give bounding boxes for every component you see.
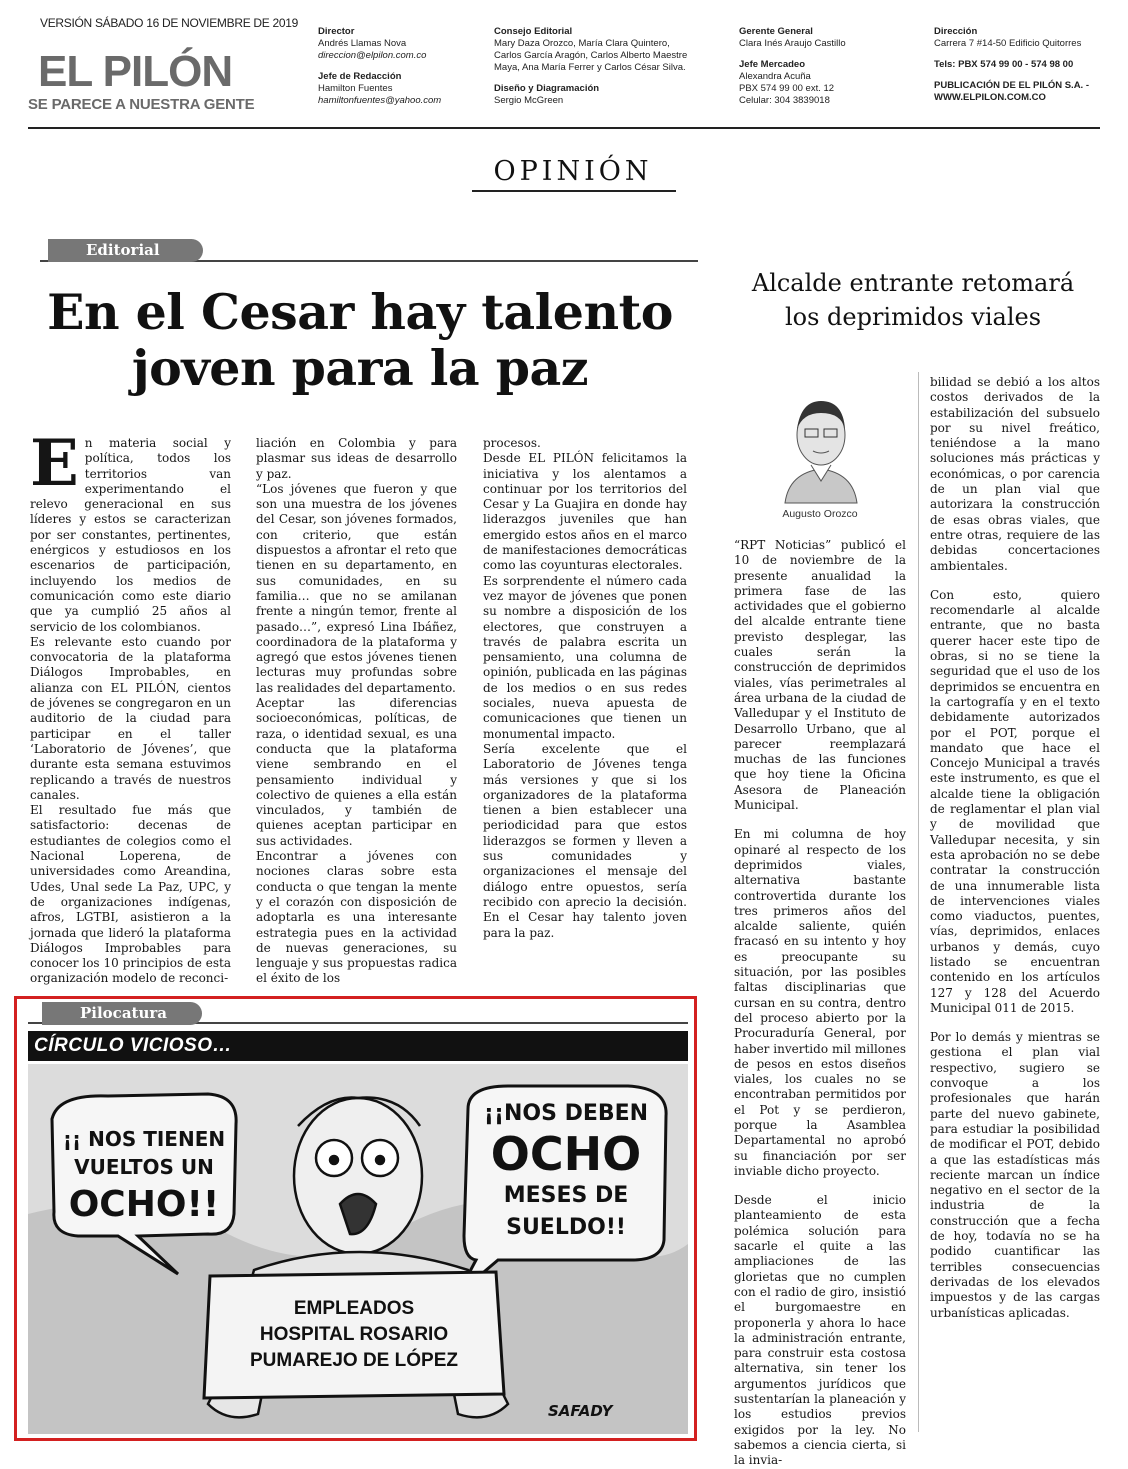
staff-label: Director: [318, 26, 355, 37]
column-text-1: [734, 538, 906, 1469]
staff-name: Mary Daza Orozco, María Clara Quintero,: [494, 38, 670, 49]
cartoon-title: CÍRCULO VICIOSO…: [28, 1031, 688, 1061]
bubble-text: ¡¡ NOS TIENEN: [62, 1127, 226, 1151]
headline-line: En el Cesar hay talento: [47, 283, 673, 341]
bubble-text: OCHO: [490, 1127, 642, 1181]
staff-label: Consejo Editorial: [494, 26, 573, 37]
staff-phone: Celular: 304 3839018: [739, 95, 830, 106]
bubble-text: OCHO!!: [68, 1184, 220, 1225]
staff-label: Diseño y Diagramación: [494, 83, 600, 94]
bubble-text: MESES DE: [503, 1183, 629, 1208]
edition-date: VERSIÓN SÁBADO 16 DE NOVIEMBRE DE 2019: [40, 16, 299, 30]
staff-label: Jefe de Redacción: [318, 71, 402, 82]
paragraph: n materia social y política, todos los territorios van experimentando el relevo generacional en sus líderes y estos se caracterizan por ser constantes, pertinentes, enérgicos y estudiosos en los escenarios de participación, incluyendo los medios de comunicación como este diario que ya cumplió 25 años al servicio de los colombianos.: [30, 436, 231, 634]
staff-label: Gerente General: [739, 26, 813, 37]
staff-name: Carlos García Aragón, Carlos Alberto Maestre: [494, 50, 688, 61]
newspaper-slogan: SE PARECE A NUESTRA GENTE: [28, 96, 255, 113]
cartoon-tag: Pilocatura: [42, 1002, 202, 1025]
paragraph: Sería excelente que el Laboratorio de Jóvenes tenga más versiones y que si los organizadores de la plataforma tienen a bien establecer una periodicidad para que estos liderazgos se formen y lleven a sus comunidades y organizaciones el mensaje del diálogo entre opuestos, sería recibido con aprecio la decisión. En el Cesar hay talento joven para la paz.: [483, 741, 687, 940]
staff-email: hamiltonfuentes@yahoo.com: [318, 95, 442, 106]
staff-name: Sergio McGreen: [494, 95, 564, 106]
editorial-column-2: [256, 436, 457, 987]
headline-line: los deprimidos viales: [784, 303, 1042, 331]
paragraph: Con esto, quiero recomendarle al alcalde entrante, que no basta querer hacer este tipo de obras, si no se tiene la seguridad que el uso de los deprimidos se encuentra en la cartografía y en el texto debidamente autorizados por el POT, porque el mandato que hace el Concejo Municipal a través este instrumento, es que el alcalde tiene la obligación de reglamentar el plan vial y de movilidad que Valledupar necesita, y sin esta aprobación no se debe contratar la construcción de una innumerable lista de intervenciones viales como viaductos, puentes, vías, deprimidos, enlaces urbanos y demás, cuyo listado se encuentran contenido en los artículos 127 y 128 del Acuerdo Municipal 011 de 2015.: [930, 587, 1100, 1015]
paragraph: procesos.: [483, 436, 541, 450]
paragraph: Es relevante esto cuando por convocatoria de la plataforma Diálogos Improbables, en alianza con EL PILÓN, cientos de jóvenes se congregaron en un auditorio de la ciudad para participar en el taller ‘Laboratorio de Jóvenes’, que durante esta semana estuvimos replicando a través de nuestros canales.: [30, 634, 231, 802]
phone-numbers: Tels: PBX 574 99 00 - 574 98 00: [934, 59, 1074, 70]
paragraph: Por lo demás y mientras se gestiona el plan vial respectivo, sugiero se convoque a los profesionales que harán parte del nuevo gabinete, para estudiar la posibilidad de modificar el POT, debido a que las estadísticas más reciente marcan un índice negativo en el sector de la industria de la construcción que a fecha de hoy, todavía no se ha podido cuantificar las terribles consecuencias derivadas de los elevados impuestos y de las cargas urbanísticas aplicadas.: [930, 1030, 1100, 1320]
website-link[interactable]: WWW.ELPILON.COM.CO: [934, 92, 1046, 103]
paragraph: “RPT Noticias” publicó el 10 de noviembre de la presente anualidad la primera fase de las actividades que el gobierno del alcalde entrante tiene previsto desplegar, las cuales serán la construcción de deprimidos viales, vías perimetrales al área urbana de la ciudad de Valledupar y el Instituto de Desarrollo Urbano, que al parecer reemplazará muchas de las funciones que hoy tiene la Oficina Asesora de Planeación Municipal.: [734, 538, 906, 813]
column-divider: [918, 372, 919, 1432]
staff-name: Clara Inés Araujo Castillo: [739, 38, 846, 49]
paragraph: Es sorprendente el número cada vez mayor de jóvenes que ponen su nombre a disposición de los electores, que construyen a través de palabra escrita un pensamiento, una columna de opinión, publicada en las páginas de los medios o en sus redes sociales, nueva apuesta de comunicaciones que tienen un monumental impacto.: [483, 573, 687, 741]
paragraph: Encontrar a jóvenes con nociones claras sobre esta conducta o que tengan la mente y el corazón con disposición de adoptarla es una interesante estrategia pues en la actividad de nuevas generaciones, su lenguaje y sus propuestas radica el éxito de los: [256, 849, 457, 986]
author-name: Augusto Orozco: [782, 508, 858, 520]
staff-name: Alexandra Acuña: [739, 71, 811, 82]
paragraph: liación en Colombia y para plasmar sus ideas de desarrollo y paz.: [256, 436, 457, 481]
editorial-tag: Editorial: [48, 239, 203, 262]
headline-line: Alcalde entrante retomará: [751, 269, 1075, 297]
author-photo: [775, 385, 867, 503]
paragraph: Desde EL PILÓN felicitamos la iniciativa y los alentamos a continuar por los territorios del Cesar y La Guajira en donde hay liderazgos juveniles que han emergido estos años en el marco de manifestaciones democráticas como las coyunturas electorales.: [483, 451, 687, 573]
editorial-headline: [40, 284, 680, 396]
bubble-text: SUELDO!!: [506, 1215, 626, 1240]
cartoon-illustration: [28, 1064, 688, 1434]
staff-phone: PBX 574 99 00 ext. 12: [739, 83, 835, 94]
cartoon-drawing: [28, 1064, 688, 1434]
paragraph: bilidad se debió a los altos costos derivados de la estabilización del subsuelo por su nivel freático, teniéndose a la mano soluciones más prácticas y económicas, o por carencia de un plan vial que autorizara la construcción de esas obras viales, que entre otras, requiere de las debidas concertaciones ambientales.: [930, 375, 1100, 573]
section-underline: [472, 190, 676, 192]
bubble-text: ¡¡NOS DEBEN: [483, 1101, 649, 1126]
paragraph: Aceptar las diferencias socioeconómicas, políticas, de raza, o identidad sexual, es una conducta que la plataforma viene sembrando en el pensamiento individual y colectivo de quienes a ella están vinculados, y también de quienes aceptan participar en sus actividades.: [256, 696, 457, 848]
column-text-2: [930, 375, 1100, 1321]
staff-column-consejo: [494, 26, 724, 107]
paragraph: En mi columna de hoy opinaré al respecto de los deprimidos viales, alternativa bastante controvertida durante los tres primeros años del alcalde saliente, quién fracasó en su intento y hoy es preocupante su situación, por las posibles faltas disciplinarias que cursan en su contra, dentro del proceso abierto por la Procuraduría General, por haber invertido mil millones de pesos en estos diseños viales, los cuales no se encontraban permitidos por el Pot y se perdieron, porque la Asamblea Departamental no aprobó su financiación por ser inviable dicho proyecto.: [734, 827, 906, 1178]
protest-sign: [204, 1272, 504, 1398]
paragraph: “Los jóvenes que fueron y que son una muestra de los jóvenes del Cesar, son jóvenes formados, con criterio, que están dispuestos a afrontar el reto que tienen en su departamento, en sus comunidades, en su familia… que no se amilanan frente a ningún temor, frente al pasado…”, expresó Lina Ibáñez, coordinadora de la plataforma y agregó que estos jóvenes tienen lecturas muy profundas sobre las realidades del departamento.: [256, 481, 457, 695]
section-title: OPINIÓN: [493, 156, 653, 187]
paragraph: El resultado fue más que satisfactorio: decenas de estudiantes de colegios como el Nacional Loperena, de universidades como Areandina, Udes, Unal sede La Paz, UPC, y de organizaciones indígenas, afros, LGTBI, asistieron a la jornada que lideró la plataforma Diálogos Improbables para conocer los 10 principios de esta organización modelo de reconci-: [30, 803, 231, 986]
staff-column-gerente: [739, 26, 919, 107]
staff-name: Andrés Llamas Nova: [318, 38, 407, 49]
newspaper-logo: EL PILÓN: [38, 47, 233, 96]
staff-column-direccion: [934, 26, 1104, 104]
staff-name: Hamilton Fuentes: [318, 83, 393, 94]
headline-line: joven para la paz: [131, 339, 589, 397]
editorial-column-1: [30, 426, 231, 987]
drop-cap: E: [30, 426, 79, 501]
sign-text: EMPLEADOS: [293, 1298, 415, 1319]
publisher-line: PUBLICACIÓN DE EL PILÓN S.A. -: [934, 80, 1090, 91]
cartoonist-signature: SAFADY: [548, 1402, 613, 1420]
staff-email: direccion@elpilon.com.co: [318, 50, 427, 61]
staff-label: Jefe Mercadeo: [739, 59, 806, 70]
staff-column-director: [318, 26, 488, 107]
editorial-column-3: [483, 436, 687, 941]
column-headline: [728, 266, 1098, 334]
address: Carrera 7 #14-50 Edificio Quitorres: [934, 38, 1082, 49]
sign-text: HOSPITAL ROSARIO: [259, 1324, 449, 1345]
paragraph: Desde el inicio planteamiento de esta polémica solución para sacarle el quite a las ampliaciones de las glorietas que no cumplen con el radio de giro, insistió el burgomaestre en proponerla y ahora lo hace la administración entrante, para construir esta costosa alternativa, sin tener los argumentos jurídicos que sustentarían la planeación y los estudios previos exigidos por la ley. No sabemos a ciencia cierta, si la invia-: [734, 1193, 906, 1468]
author-portrait: [775, 385, 867, 503]
staff-name: Maya, Ana María Ferrer y Carlos César Silva.: [494, 62, 686, 73]
bubble-text: VUELTOS UN: [74, 1155, 214, 1179]
masthead-divider: [28, 127, 1100, 129]
sign-text: PUMAREJO DE LÓPEZ: [250, 1350, 458, 1371]
staff-label: Dirección: [934, 26, 978, 37]
